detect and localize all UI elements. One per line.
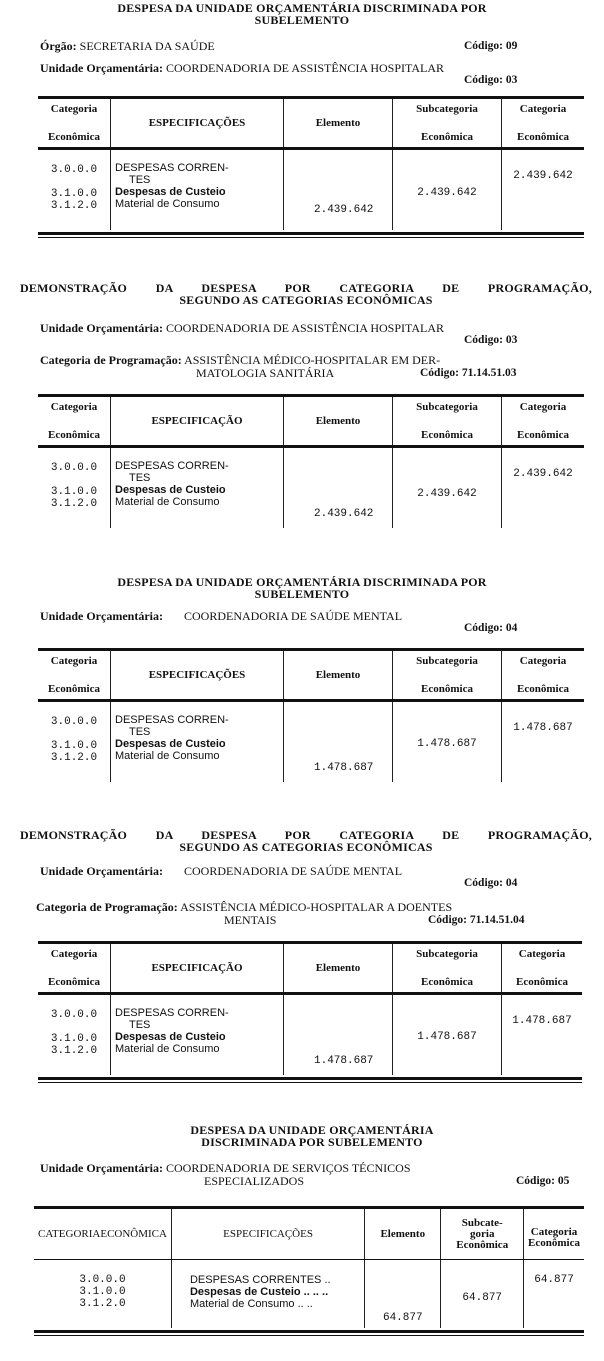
table-row: 3.0.0.0 3.1.0.0 3.1.2.0 DESPESAS CORRENTES .. Despesas de Custeio .. .. .. Material de Consumo .. .. 64.877 64.877 64.877 <box>34 1260 584 1328</box>
col-subcategoria: Subcategoria Econômica <box>393 99 502 147</box>
table-row: 3.0.0.0 3.1.0.0 3.1.2.0 DESPESAS CORREN- TES Despesas de Custeio Material de Consumo 2.439.642 2.439.642 2.439.642 <box>38 448 584 528</box>
section-title: DEMONSTRAÇÃO DA DESPESA POR CATEGORIA DE PROGRAMAÇÃO, SEGUNDO AS CATEGORIAS ECONÔMICAS <box>20 281 592 307</box>
col-especificacoes: ESPECIFICAÇÕES <box>111 99 284 147</box>
section-title: DESPESA DA UNIDADE ORÇAMENTÁRIA DISCRIMINADA POR SUBELEMENTO <box>117 575 487 601</box>
col-categoria-economica: Categoria Econômica <box>38 99 111 147</box>
title-line: DESPESA DA UNIDADE ORÇAMENTÁRIA DISCRIMINADA POR <box>117 1 487 15</box>
title-line: SUBELEMENTO <box>254 13 350 27</box>
section-1 <box>0 2 604 238</box>
col-categoria: Categoria Econômica <box>502 99 585 147</box>
programacao-row: Categoria de Programação: ASSISTÊNCIA MÉDICO-HOSPITALAR EM DER- MATOLOGIA SANITÁRIA Código: 71.14.51.03 <box>40 353 517 380</box>
unidade-row: Unidade Orçamentária: COORDENADORIA DE SERVIÇOS TÉCNICOS ESPECIALIZADOS Código: 05 <box>40 1161 570 1188</box>
unidade-row: Unidade Orçamentária: COORDENADORIA DE SAÚDE MENTAL Código: 04 <box>40 864 518 889</box>
section-title <box>0 2 604 26</box>
expense-table <box>38 96 584 238</box>
expense-table <box>38 941 582 1083</box>
table-header-row <box>38 99 584 147</box>
categoria-value: 2.439.642 <box>502 150 585 230</box>
table-header-row: Categoria Econômica ESPECIFICAÇÃO Elemento Subcategoria Econômica Categoria Econômica <box>38 944 582 992</box>
expense-table <box>38 394 584 528</box>
expense-table <box>38 648 584 782</box>
unidade-code: Código: 03 <box>464 74 518 86</box>
section-5 <box>0 1124 604 1336</box>
table-row <box>38 150 584 230</box>
section-title: DEMONSTRAÇÃO DA DESPESA POR CATEGORIA DE PROGRAMAÇÃO, SEGUNDO AS CATEGORIAS ECONÔMICAS <box>20 828 592 854</box>
unidade-label: Unidade Orçamentária: <box>40 61 163 75</box>
table-row: 3.0.0.0 3.1.0.0 3.1.2.0 DESPESAS CORREN- TES Despesas de Custeio Material de Consumo 1.478.687 1.478.687 1.478.687 <box>38 995 582 1075</box>
unidade-row: Unidade Orçamentária: COORDENADORIA DE ASSISTÊNCIA HOSPITALAR Código: 03 <box>40 321 518 346</box>
expense-table <box>34 1206 584 1336</box>
spec-cell: DESPESAS CORREN- TES Despesas de Custeio Material de Consumo <box>111 150 284 230</box>
orgao-value: SECRETARIA DA SAÚDE <box>79 39 215 53</box>
table-header-row: CATEGORIAECONÔMICA ESPECIFICAÇÕES Elemento Subcate- goria Econômica Categoria Econômica <box>34 1209 584 1259</box>
table-header-row: Categoria Econômica ESPECIFICAÇÃO Elemento Subcategoria Econômica Categoria Econômica <box>38 397 584 445</box>
subcategoria-value: 2.439.642 <box>393 150 502 230</box>
unidade-row <box>40 62 604 86</box>
section-title: DESPESA DA UNIDADE ORÇAMENTÁRIA DISCRIMINADA POR SUBELEMENTO <box>190 1123 434 1149</box>
programacao-row: Categoria de Programação: ASSISTÊNCIA MÉDICO-HOSPITALAR A DOENTES MENTAIS Código: 71.14.51.04 <box>36 900 525 927</box>
unidade-row: Unidade Orçamentária: COORDENADORIA DE SAÚDE MENTAL Código: 04 <box>40 609 518 634</box>
section-3 <box>0 576 604 782</box>
orgao-label: Órgão: <box>40 39 77 53</box>
table-header-row: Categoria Econômica ESPECIFICAÇÕES Elemento Subcategoria Econômica Categoria Econômica <box>38 651 584 699</box>
table-row: 3.0.0.0 3.1.0.0 3.1.2.0 DESPESAS CORREN- TES Despesas de Custeio Material de Consumo 1.478.687 1.478.687 1.478.687 <box>38 702 584 782</box>
orgao-row <box>40 40 604 54</box>
orgao-code: Código: 09 <box>464 40 518 52</box>
section-4 <box>0 829 604 1083</box>
codes-cell: 3.0.0.0 3.1.0.0 3.1.2.0 <box>38 150 111 230</box>
elemento-value: 2.439.642 <box>284 150 393 230</box>
unidade-value: COORDENADORIA DE ASSISTÊNCIA HOSPITALAR <box>165 61 445 75</box>
col-elemento: Elemento <box>284 99 393 147</box>
section-2 <box>0 282 604 528</box>
